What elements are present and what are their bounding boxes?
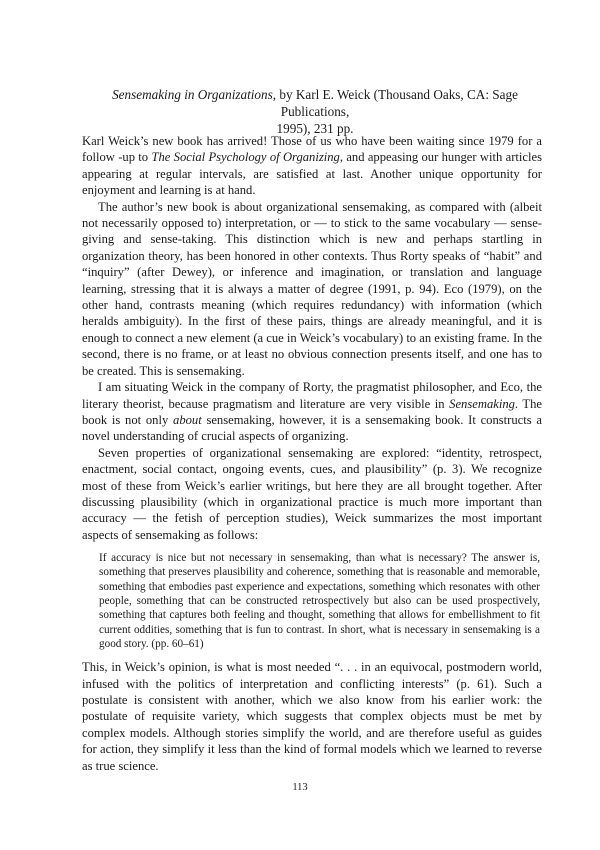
paragraph-4: Seven properties of organizational sensemaking are explored: “identity, retrospect, enactment, social contact, ongoing events, cues, and plausibility” (p. 3). We recognize most of these from Weick’s earlier writings, but here they are all brought together. After discussing plausibility (which in organizational practice is much more important than accuracy — the fetish of perception studies), Weick summarizes the most important aspects of sensemaking as follows:	[82, 445, 542, 542]
citation-year-pages: 1995), 231 pp.	[276, 121, 354, 136]
page-number: 113	[292, 782, 308, 793]
paragraph-5: This, in Weick’s opinion, is what is most needed “. . . in an equivocal, postmodern world, infused with the politics of interpretation and conflicting interests” (p. 61). Such a postulate is consistent with another, which we also know from his earlier work: the postulate of requisite variety, which suggests that complex objects must be met by complex models. Although stories simplify the world, and are therefore useful as guides for action, they simplify it less than the kind of formal models which we learned to reverse as true science.	[82, 660, 542, 773]
review-body	[82, 133, 542, 774]
emphasis-sensemaking: Sensemaking	[449, 396, 515, 411]
citation-publisher: , by Karl E. Weick (Thousand Oaks, CA: Sage Publications,	[272, 87, 518, 119]
emphasis-about: about	[173, 412, 202, 427]
paragraph-3-text-b: . The book is not only	[82, 396, 543, 427]
block-quote: If accuracy is nice but not necessary in sensemaking, than what is necessary? The answer is, something that preserves plausibility and coherence, something that is reasonable and memorable, something that embodies past experience and expectations, something which resonates with other people, something that can be constructed retrospectively but also can be used prospectively, something that captures both feeling and thought, something that allows for embellishment to fit current oddities, something that is fun to contrast. In short, what is necessary in sensemaking is a good story. (pp. 60–61)	[99, 552, 540, 650]
paragraph-1-text-b: , and appeasing our hunger with articles appearing at regular intervals, are satisfied at last. Another unique opportunity for enjoyment and learning is at hand.	[82, 150, 542, 198]
paragraph-3-text-a: I am situating Weick in the company of Rorty, the pragmatist philosopher, and Eco, the literary theorist, because pragmatism and literature are very visible in	[82, 380, 542, 411]
paragraph-3	[82, 379, 542, 445]
book-title: Sensemaking in Organizations	[112, 87, 273, 102]
paragraph-1-text-a: Karl Weick’s new book has arrived! Those of us who have been waiting since 1979 for a follow -up to	[82, 134, 542, 165]
paragraph-2: The author’s new book is about organizational sensemaking, as compared with (albeit not necessarily opposed to) interpretation, or — to stick to the same vocabulary — sense-giving and sense-taking. This distinction which is new and perhaps startling in organization theory, has been honored in other contexts. Thus Rorty speaks of “habit” and “inquiry” (after Dewey), or inference and imagination, or translation and language learning, stressing that it is always a matter of degree (1991, p. 94). Eco (1979), on the other hand, contrasts meaning (which requires redundancy) with information (which heralds ambiguity). In the first of these pairs, things are already meaningful, and it is enough to connect a new element (a cue in Weick’s vocabulary) to an existing frame. In the second, there is no frame, or at least no obvious connection presents itself, and one has to be created. This is sensemaking.	[82, 199, 543, 378]
paragraph-3-text-c: sensemaking, however, it is a sensemaking book. It constructs a novel understanding of crucial aspects of organizing.	[82, 412, 542, 444]
paragraph-1	[82, 133, 542, 199]
cited-book-title: The Social Psychology of Organizing	[151, 150, 340, 165]
book-citation	[90, 86, 540, 137]
